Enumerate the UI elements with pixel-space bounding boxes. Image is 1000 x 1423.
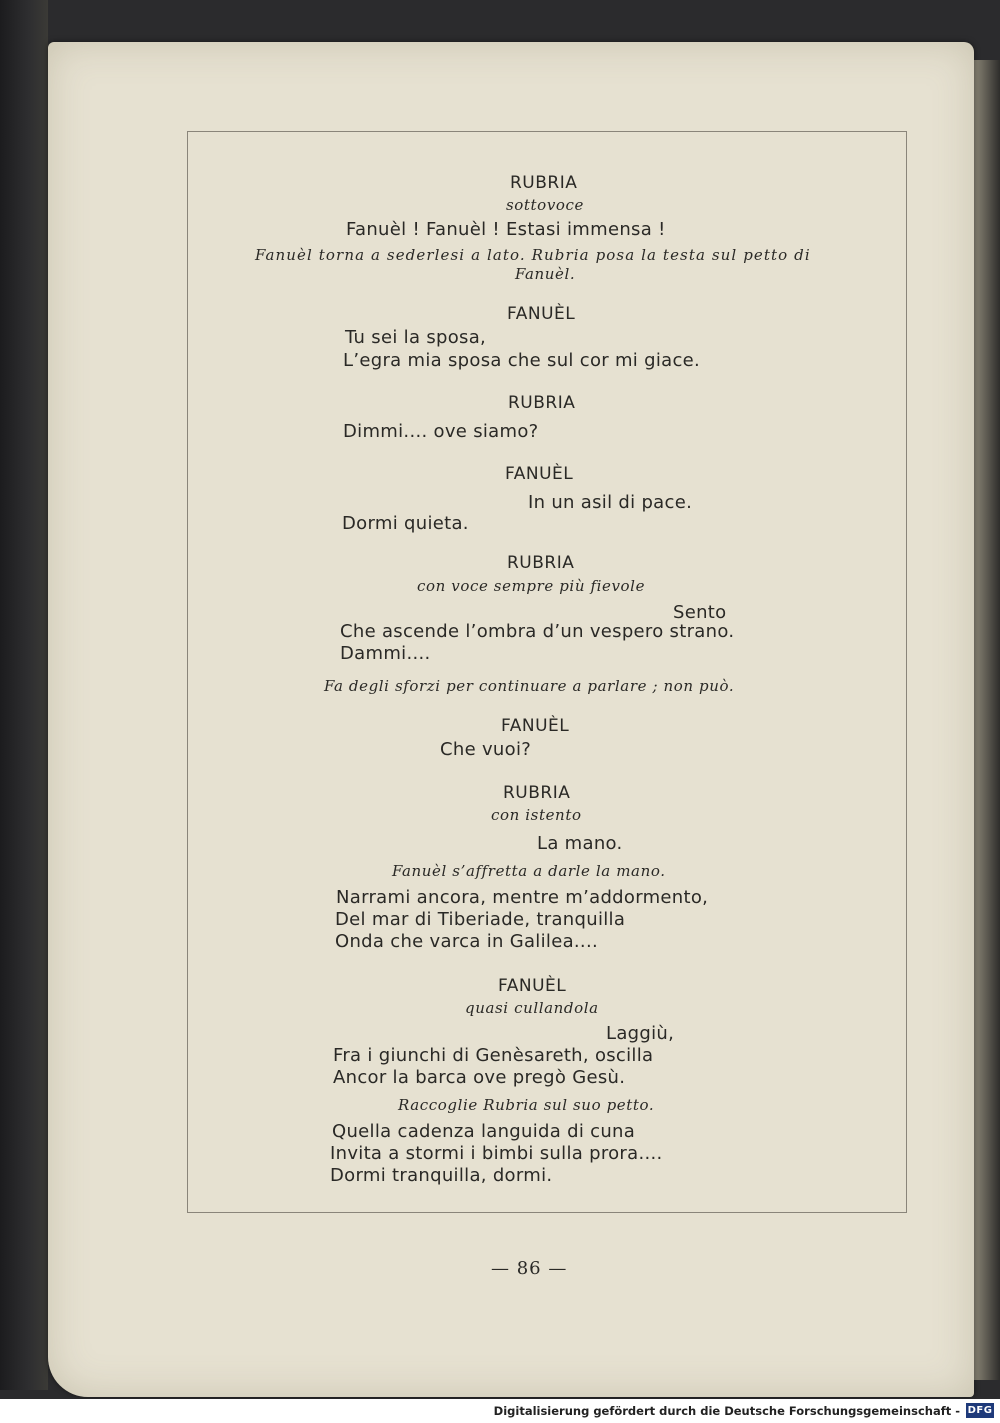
stage-direction: con voce sempre più fievole — [417, 577, 646, 595]
verse-line: Dormi quieta. — [342, 513, 469, 534]
verse-line: Ancor la barca ove pregò Gesù. — [333, 1067, 626, 1088]
verse-line: In un asil di pace. — [528, 492, 693, 513]
stage-direction: Fa degli sforzi per continuare a parlare ; non può. — [324, 677, 735, 695]
stage-direction: sottovoce — [506, 196, 584, 214]
verse-line: La mano. — [537, 833, 623, 854]
stage-direction: Fanuèl. — [515, 265, 576, 283]
dfg-logo: DFG — [967, 1405, 993, 1416]
verse-line: Del mar di Tiberiade, tranquilla — [335, 909, 626, 930]
speaker-name: RUBRIA — [510, 173, 578, 193]
verse-line: Che vuoi? — [440, 739, 532, 760]
stage-direction: Fanuèl torna a sederlesi a lato. Rubria posa la testa sul petto di — [255, 246, 811, 264]
page-number: — 86 — — [491, 1258, 568, 1279]
verse-line: Onda che varca in Galilea.... — [335, 931, 598, 952]
verse-line: Dammi.... — [340, 643, 431, 664]
verse-line: Narrami ancora, mentre m’addormento, — [336, 887, 709, 908]
speaker-name: RUBRIA — [503, 783, 571, 803]
stage-direction: Fanuèl s’affretta a darle la mano. — [392, 862, 666, 880]
verse-line: Dimmi.... ove siamo? — [343, 421, 539, 442]
stage-direction: quasi cullandola — [465, 999, 599, 1017]
digitization-footer — [0, 1399, 1000, 1423]
speaker-name: FANUÈL — [498, 976, 567, 996]
speaker-name: FANUÈL — [507, 304, 576, 324]
verse-line: Sento — [673, 602, 727, 623]
verse-line: Dormi tranquilla, dormi. — [330, 1165, 553, 1186]
verse-line: Quella cadenza languida di cuna — [332, 1121, 636, 1142]
verse-line: Fanuèl ! Fanuèl ! Estasi immensa ! — [346, 219, 666, 240]
footer-credit: Digitalisierung gefördert durch die Deutsche Forschungsgemeinschaft - — [493, 1404, 960, 1418]
verse-line: Invita a stormi i bimbi sulla prora.... — [330, 1143, 663, 1164]
stage-direction: con istento — [491, 806, 582, 824]
verse-line: Tu sei la sposa, — [345, 327, 487, 348]
speaker-name: FANUÈL — [501, 716, 570, 736]
stage-direction: Raccoglie Rubria sul suo petto. — [398, 1096, 655, 1114]
speaker-name: RUBRIA — [507, 553, 575, 573]
speaker-name: RUBRIA — [508, 393, 576, 413]
verse-line: L’egra mia sposa che sul cor mi giace. — [343, 350, 701, 371]
scan-background-left — [0, 0, 48, 1390]
verse-line: Che ascende l’ombra d’un vespero strano. — [340, 621, 735, 642]
speaker-name: FANUÈL — [505, 464, 574, 484]
verse-line: Laggiù, — [606, 1023, 675, 1044]
verse-line: Fra i giunchi di Genèsareth, oscilla — [333, 1045, 654, 1066]
